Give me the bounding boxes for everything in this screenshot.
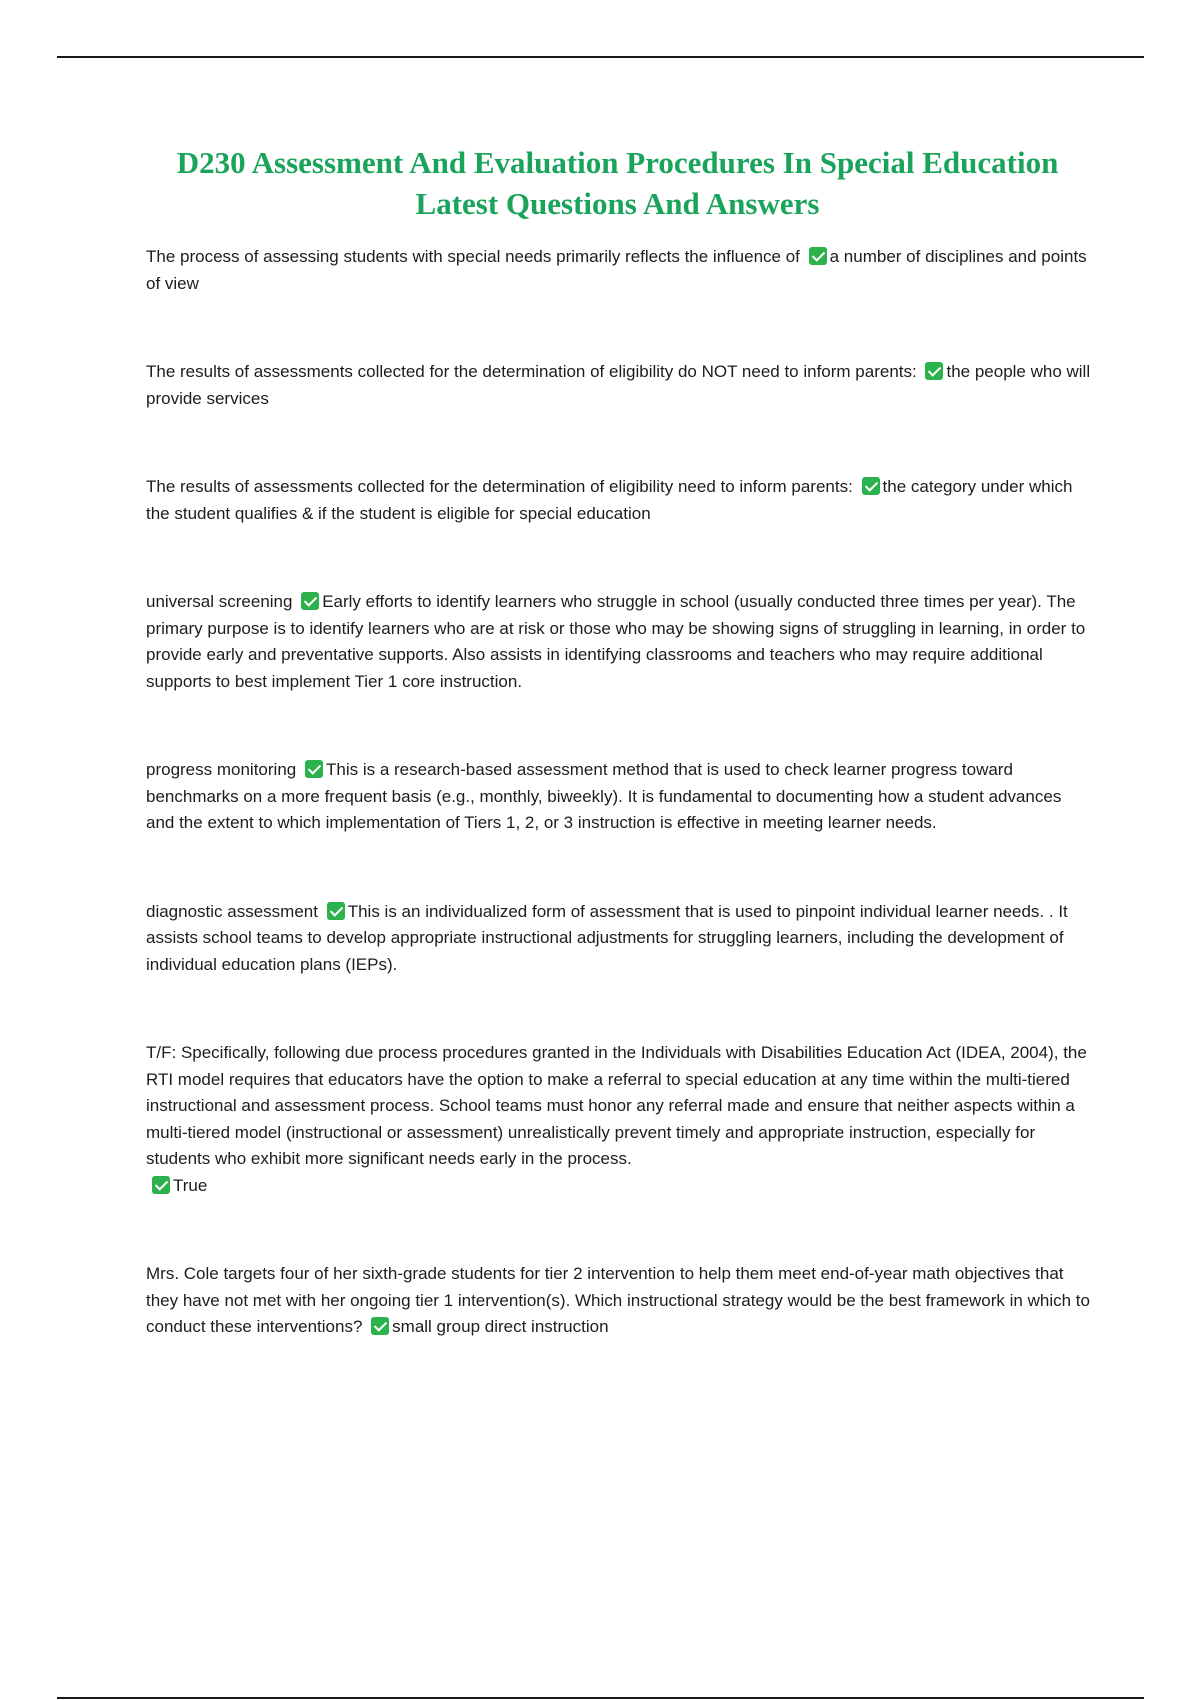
title-line-1: D230 Assessment And Evaluation Procedures In Special Education <box>176 145 1059 180</box>
question-text: universal screening <box>146 592 293 611</box>
qa-item <box>146 757 1091 837</box>
qa-item <box>146 359 1091 412</box>
answer-text: small group direct instruction <box>392 1317 609 1336</box>
green-check-icon <box>327 902 345 920</box>
question-text: Mrs. Cole targets four of her sixth-grade students for tier 2 intervention to help them meet end-of-year math objectives that they have not met with her ongoing tier 1 intervention(s). Which instructional strategy would be the best framework in which to conduct these interventions? <box>146 1264 1090 1336</box>
document-title <box>100 142 1135 224</box>
qa-item <box>146 1040 1091 1199</box>
green-check-icon <box>809 247 827 265</box>
answer-text: This is a research-based assessment method that is used to check learner progress toward benchmarks on a more frequent basis (e.g., monthly, biweekly). It is fundamental to documenting how a student advances and the extent to which implementation of Tiers 1, 2, or 3 instruction is effective in meeting learner needs. <box>146 760 1062 832</box>
answer-text: Early efforts to identify learners who struggle in school (usually conducted three times per year). The primary purpose is to identify learners who are at risk or those who may be showing signs of struggling in learning, in order to provide early and preventative supports. Also assists in identifying classrooms and teachers who may require additional supports to best implement Tier 1 core instruction. <box>146 592 1086 691</box>
question-text: The results of assessments collected for the determination of eligibility need to inform parents: <box>146 477 853 496</box>
question-text: T/F: Specifically, following due process procedures granted in the Individuals with Disabilities Education Act (IDEA, 2004), the RTI model requires that educators have the option to make a referral to special education at any time within the multi-tiered instructional and assessment process. School teams must honor any referral made and ensure that neither aspects within a multi-tiered model (instructional or assessment) unrealistically prevent timely and appropriate instruction, especially for students who exhibit more significant needs early in the process. <box>146 1043 1087 1168</box>
top-rule <box>57 56 1144 58</box>
green-check-icon <box>152 1176 170 1194</box>
question-text: The results of assessments collected for the determination of eligibility do NOT need to inform parents: <box>146 362 917 381</box>
green-check-icon <box>301 592 319 610</box>
question-text: progress monitoring <box>146 760 297 779</box>
green-check-icon <box>305 760 323 778</box>
answer-text: the category under which the student qualifies & if the student is eligible for special education <box>146 477 1073 523</box>
qa-item <box>146 474 1091 527</box>
bottom-rule <box>57 1697 1144 1699</box>
answer-line <box>148 1173 1091 1200</box>
title-line-2: Latest Questions And Answers <box>415 186 820 221</box>
question-text: The process of assessing students with special needs primarily reflects the influence of <box>146 247 800 266</box>
answer-text: True <box>173 1175 208 1195</box>
answer-text: This is an individualized form of assessment that is used to pinpoint individual learner needs. . It assists school teams to develop appropriate instructional adjustments for struggling learners, including the development of individual education plans (IEPs). <box>146 901 1068 974</box>
answer-text: a number of disciplines and points of view <box>146 247 1087 293</box>
answer-text: the people who will provide services <box>146 362 1091 408</box>
qa-item <box>146 589 1091 695</box>
qa-list <box>146 244 1091 1341</box>
question-text: diagnostic assessment <box>146 901 318 921</box>
green-check-icon <box>371 1317 389 1335</box>
green-check-icon <box>862 477 880 495</box>
qa-item <box>146 244 1091 297</box>
qa-item <box>146 899 1091 979</box>
green-check-icon <box>925 362 943 380</box>
qa-item <box>146 1261 1091 1341</box>
